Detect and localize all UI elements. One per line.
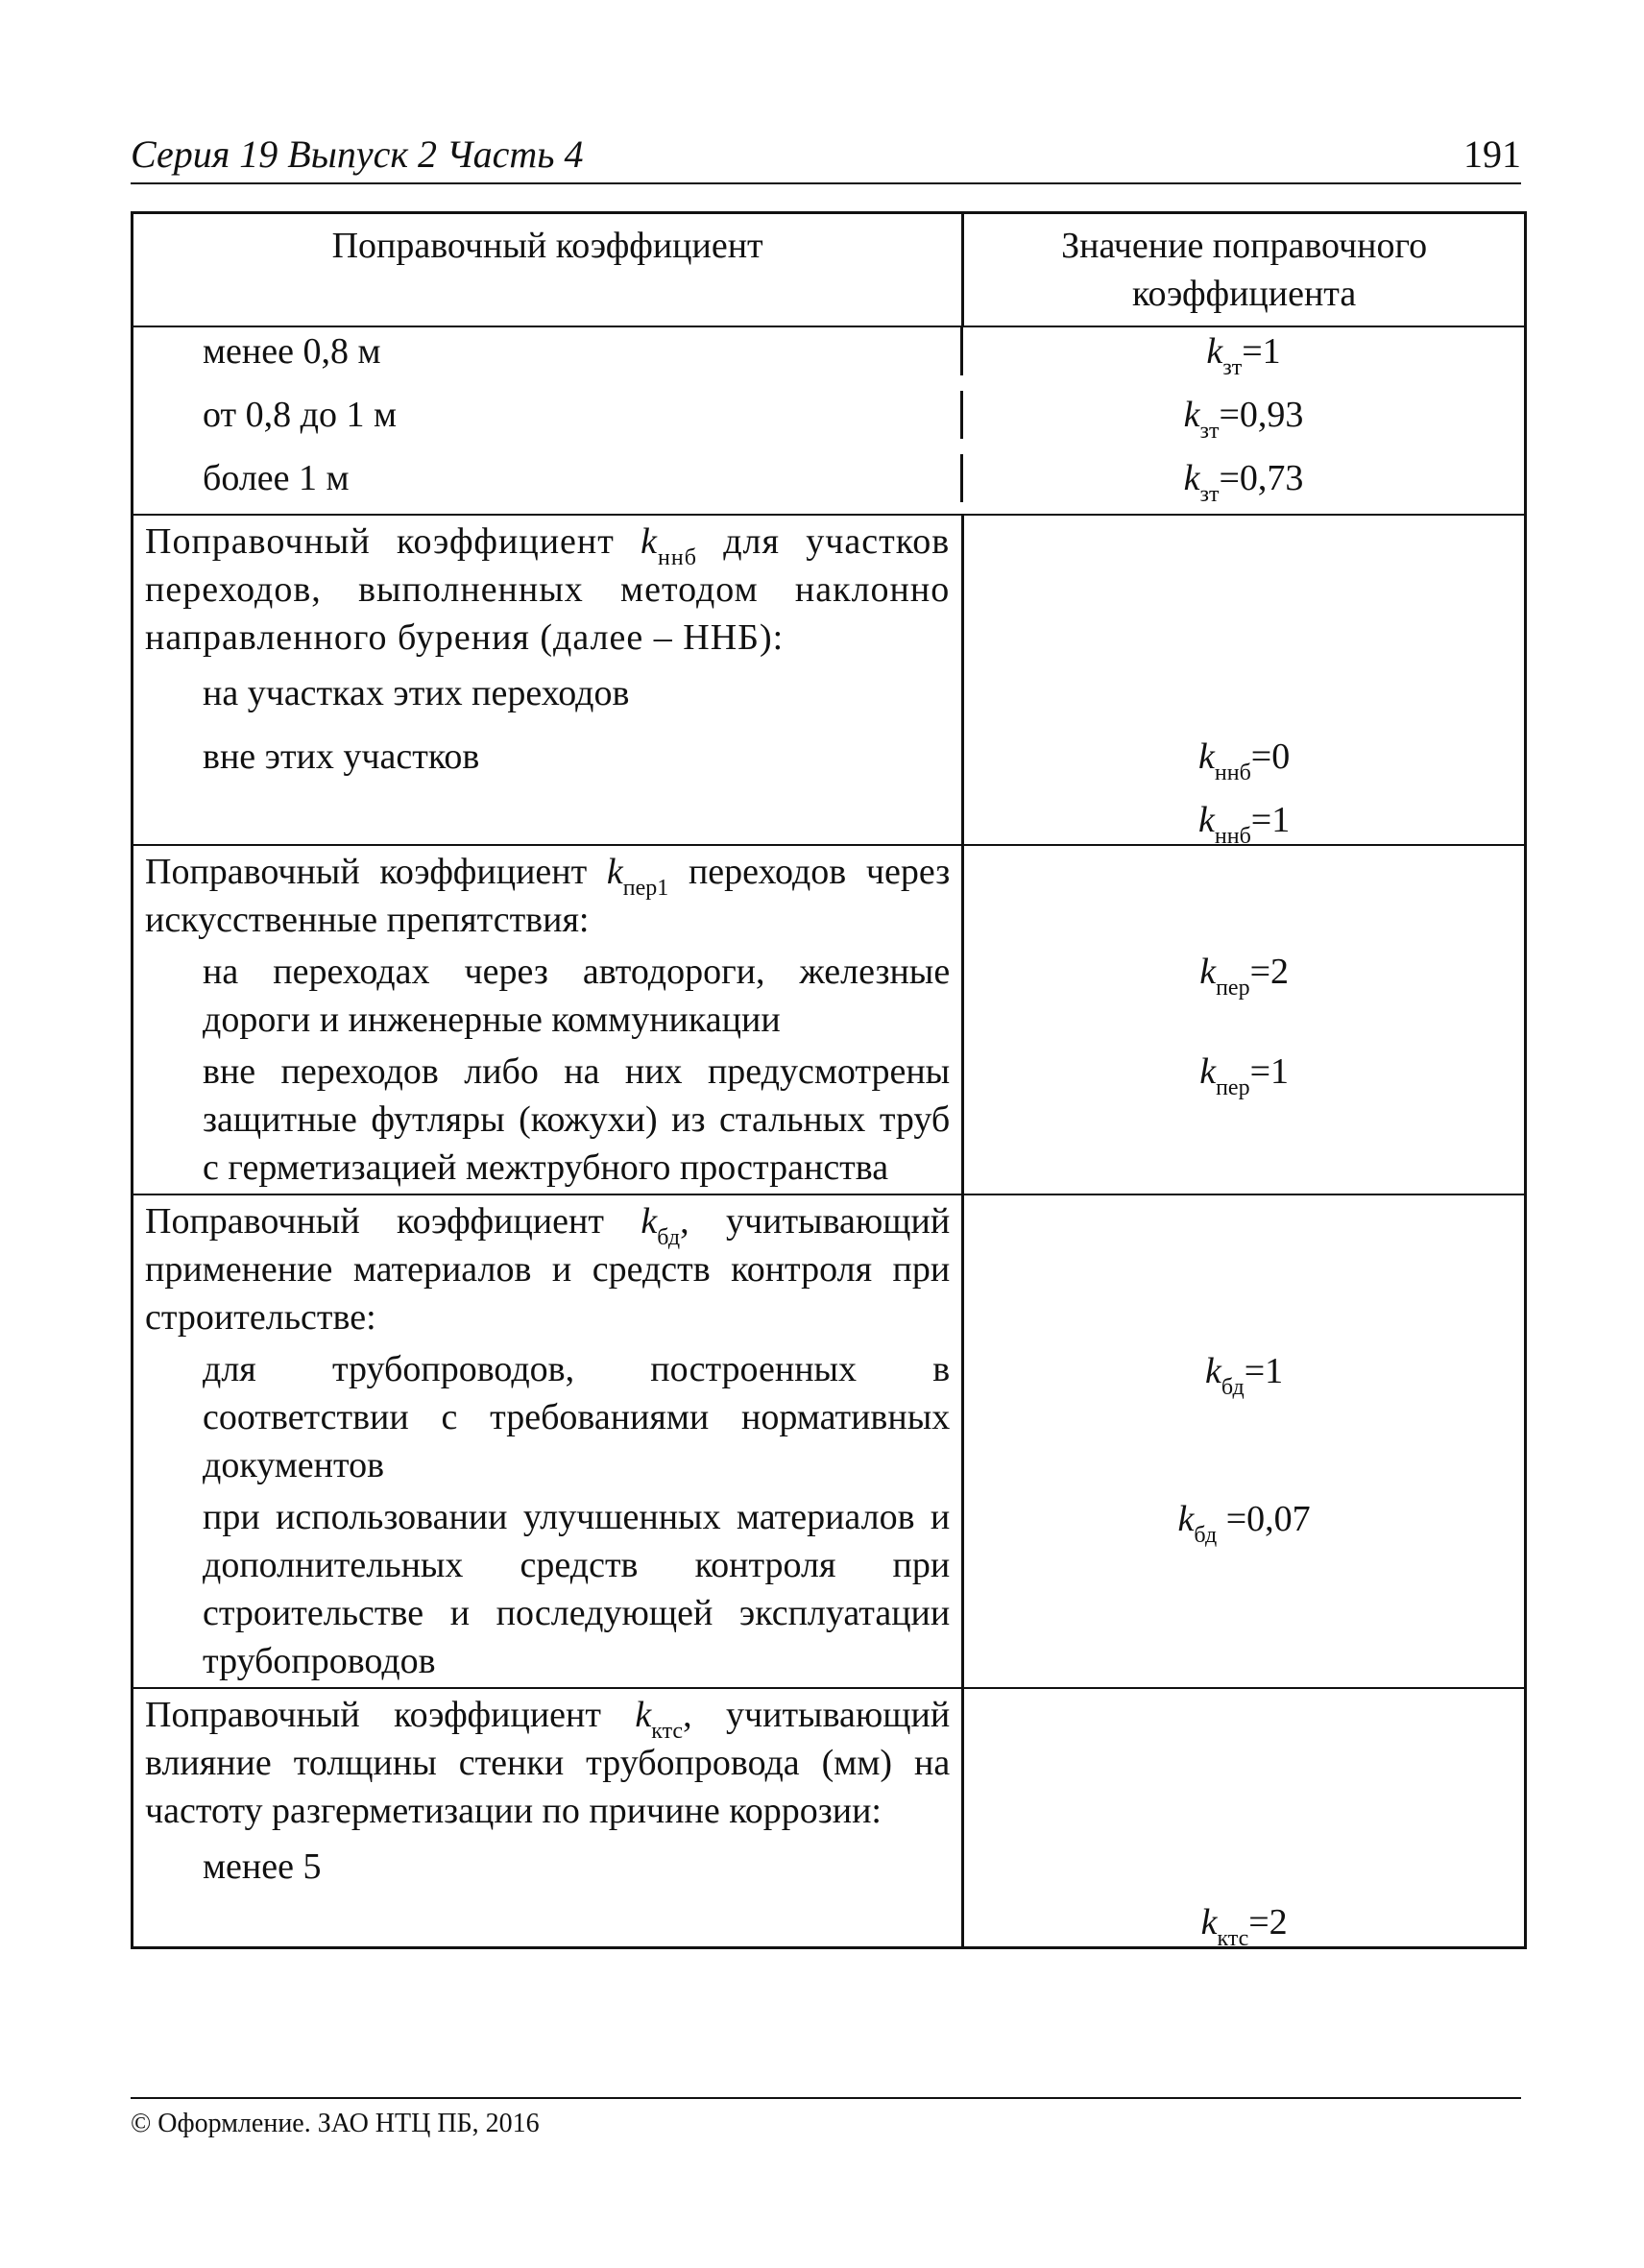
col2-header: Значение поправочного коэффициента [963, 213, 1526, 327]
table-section [133, 326, 1526, 515]
row-label-block: на переходах через автодороги, железные дороги и инженерные коммуникации [203, 952, 951, 1040]
table-row [133, 391, 1524, 444]
row-label: менее 0,8 м [203, 331, 381, 372]
row-value: $k_{ктс}=2$ [1200, 1902, 1288, 1951]
series-title: Серия 19 Выпуск 2 Часть 4 [131, 133, 584, 176]
row-label-block: для трубопроводов, построенных в соответствии с требованиями нормативных документов [203, 1349, 951, 1485]
row-value: $k_{бд}=1$ [1205, 1351, 1284, 1400]
col1-header: Поправочный коэффициент [133, 213, 963, 327]
row-value: $k_{ннб}=1$ [1198, 800, 1291, 849]
table-row [133, 454, 1524, 514]
row-value: $k_{пер}=2$ [1199, 952, 1290, 1001]
row-value: $k_{бд} =0,07$ [1177, 1499, 1311, 1548]
row-value: $k_{зт}=0,73$ [1183, 458, 1304, 507]
page-number: 191 [1463, 133, 1521, 176]
table-section [133, 515, 1526, 845]
section-title: Поправочный коэффициент $k_{пер1}$ переходов через искусственные препятствия: [145, 852, 951, 940]
row-label-block: при использовании улучшенных материалов и дополнительных средств контроля при строительстве и последующей эксплуатации трубопроводов [203, 1497, 951, 1681]
table-section [133, 845, 1526, 1194]
copyright-text: © Оформление. ЗАО НТЦ ПБ, 2016 [131, 2109, 540, 2138]
row-value: $k_{зт}=0,93$ [1183, 395, 1304, 444]
section-title: Поправочный коэффициент $k_{ннб}$ для участков переходов, выполненных методом наклонно направленного бурения (далее – ННБ): [145, 521, 951, 658]
section-title: Поправочный коэффициент $k_{ктс}$, учитывающий влияние толщины стенки трубопровода (мм) на частоту разгерметизации по причине коррозии: [145, 1695, 951, 1831]
row-value: $k_{пер}=1$ [1199, 1051, 1290, 1100]
table-header-row [133, 213, 1526, 327]
row-label-block: вне переходов либо на них предусмотрены защитные футляры (кожухи) из стальных труб с герметизацией межтрубного пространства [203, 1051, 951, 1188]
page-header [131, 133, 1521, 184]
table-row [133, 327, 1524, 380]
row-value: $k_{ннб}=0$ [1198, 736, 1291, 785]
row-label: от 0,8 до 1 м [203, 395, 397, 435]
row-label-block: на участках этих переходов [203, 673, 630, 713]
row-value: $k_{зт}=1$ [1206, 331, 1281, 380]
coefficient-table [131, 211, 1527, 1949]
table-section [133, 1194, 1526, 1688]
section-title: Поправочный коэффициент $k_{бд}$, учитывающий применение материалов и средств контроля при строительстве: [145, 1201, 951, 1338]
row-label-block: вне этих участков [203, 736, 480, 777]
page-footer [131, 2097, 1521, 2139]
row-label: более 1 м [203, 458, 350, 498]
table-section [133, 1688, 1526, 1948]
row-label-block: менее 5 [203, 1846, 322, 1887]
